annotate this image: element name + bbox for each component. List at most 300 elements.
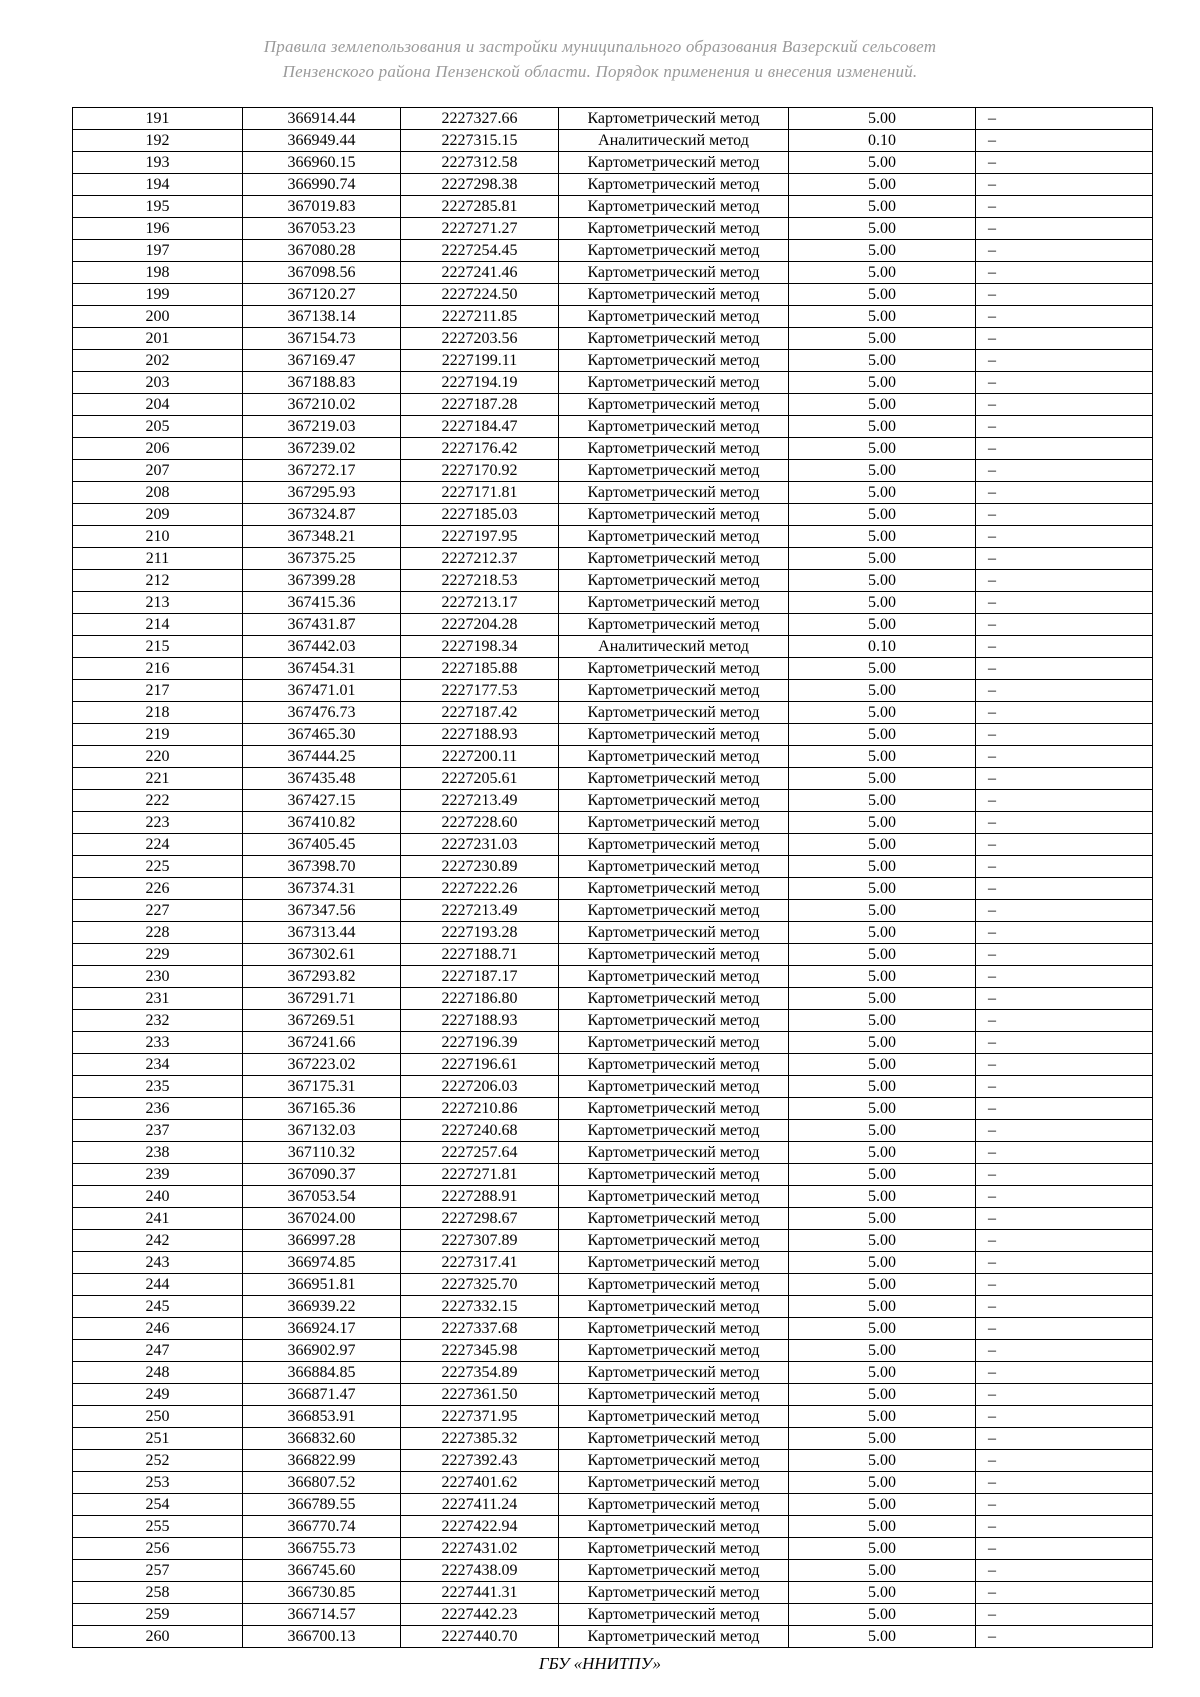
point-number-cell: 216 xyxy=(73,658,243,680)
description-cell: – xyxy=(976,922,1153,944)
page-header xyxy=(100,34,1100,84)
description-cell: – xyxy=(976,1142,1153,1164)
table-row xyxy=(73,878,1153,900)
x-coordinate-cell: 367165.36 xyxy=(243,1098,401,1120)
y-coordinate-cell: 2227187.42 xyxy=(401,702,559,724)
method-cell: Картометрический метод xyxy=(559,1406,789,1428)
table-row xyxy=(73,1626,1153,1648)
method-cell: Картометрический метод xyxy=(559,966,789,988)
y-coordinate-cell: 2227298.38 xyxy=(401,174,559,196)
point-number-cell: 250 xyxy=(73,1406,243,1428)
point-number-cell: 220 xyxy=(73,746,243,768)
table-row xyxy=(73,1230,1153,1252)
y-coordinate-cell: 2227199.11 xyxy=(401,350,559,372)
table-row xyxy=(73,1054,1153,1076)
x-coordinate-cell: 366990.74 xyxy=(243,174,401,196)
table-row xyxy=(73,1296,1153,1318)
y-coordinate-cell: 2227218.53 xyxy=(401,570,559,592)
coordinates-table xyxy=(72,107,1153,1648)
accuracy-cell: 5.00 xyxy=(789,218,976,240)
y-coordinate-cell: 2227271.27 xyxy=(401,218,559,240)
table-row xyxy=(73,724,1153,746)
description-cell: – xyxy=(976,438,1153,460)
x-coordinate-cell: 366789.55 xyxy=(243,1494,401,1516)
y-coordinate-cell: 2227298.67 xyxy=(401,1208,559,1230)
description-cell: – xyxy=(976,988,1153,1010)
accuracy-cell: 5.00 xyxy=(789,922,976,944)
point-number-cell: 231 xyxy=(73,988,243,1010)
point-number-cell: 203 xyxy=(73,372,243,394)
x-coordinate-cell: 367090.37 xyxy=(243,1164,401,1186)
y-coordinate-cell: 2227185.03 xyxy=(401,504,559,526)
point-number-cell: 221 xyxy=(73,768,243,790)
description-cell: – xyxy=(976,1516,1153,1538)
point-number-cell: 246 xyxy=(73,1318,243,1340)
point-number-cell: 230 xyxy=(73,966,243,988)
description-cell: – xyxy=(976,1604,1153,1626)
y-coordinate-cell: 2227285.81 xyxy=(401,196,559,218)
y-coordinate-cell: 2227431.02 xyxy=(401,1538,559,1560)
x-coordinate-cell: 366939.22 xyxy=(243,1296,401,1318)
method-cell: Картометрический метод xyxy=(559,1582,789,1604)
coordinates-table-body xyxy=(73,108,1153,1648)
x-coordinate-cell: 367471.01 xyxy=(243,680,401,702)
point-number-cell: 252 xyxy=(73,1450,243,1472)
table-row xyxy=(73,592,1153,614)
description-cell: – xyxy=(976,240,1153,262)
x-coordinate-cell: 367465.30 xyxy=(243,724,401,746)
accuracy-cell: 5.00 xyxy=(789,1318,976,1340)
accuracy-cell: 5.00 xyxy=(789,1208,976,1230)
accuracy-cell: 5.00 xyxy=(789,372,976,394)
y-coordinate-cell: 2227254.45 xyxy=(401,240,559,262)
method-cell: Картометрический метод xyxy=(559,1164,789,1186)
x-coordinate-cell: 367210.02 xyxy=(243,394,401,416)
method-cell: Картометрический метод xyxy=(559,724,789,746)
point-number-cell: 218 xyxy=(73,702,243,724)
accuracy-cell: 5.00 xyxy=(789,174,976,196)
method-cell: Картометрический метод xyxy=(559,1604,789,1626)
accuracy-cell: 5.00 xyxy=(789,768,976,790)
description-cell: – xyxy=(976,108,1153,130)
description-cell: – xyxy=(976,636,1153,658)
accuracy-cell: 5.00 xyxy=(789,1428,976,1450)
point-number-cell: 198 xyxy=(73,262,243,284)
x-coordinate-cell: 366949.44 xyxy=(243,130,401,152)
accuracy-cell: 5.00 xyxy=(789,1362,976,1384)
table-row xyxy=(73,262,1153,284)
accuracy-cell: 5.00 xyxy=(789,328,976,350)
method-cell: Картометрический метод xyxy=(559,1450,789,1472)
description-cell: – xyxy=(976,1318,1153,1340)
y-coordinate-cell: 2227210.86 xyxy=(401,1098,559,1120)
y-coordinate-cell: 2227241.46 xyxy=(401,262,559,284)
table-row xyxy=(73,812,1153,834)
y-coordinate-cell: 2227188.71 xyxy=(401,944,559,966)
method-cell: Картометрический метод xyxy=(559,658,789,680)
method-cell: Картометрический метод xyxy=(559,878,789,900)
x-coordinate-cell: 366902.97 xyxy=(243,1340,401,1362)
point-number-cell: 247 xyxy=(73,1340,243,1362)
method-cell: Картометрический метод xyxy=(559,680,789,702)
y-coordinate-cell: 2227231.03 xyxy=(401,834,559,856)
accuracy-cell: 5.00 xyxy=(789,878,976,900)
table-row xyxy=(73,372,1153,394)
accuracy-cell: 5.00 xyxy=(789,944,976,966)
x-coordinate-cell: 367398.70 xyxy=(243,856,401,878)
x-coordinate-cell: 367080.28 xyxy=(243,240,401,262)
accuracy-cell: 5.00 xyxy=(789,1076,976,1098)
y-coordinate-cell: 2227187.28 xyxy=(401,394,559,416)
x-coordinate-cell: 367138.14 xyxy=(243,306,401,328)
table-row xyxy=(73,1384,1153,1406)
accuracy-cell: 5.00 xyxy=(789,152,976,174)
table-row xyxy=(73,636,1153,658)
y-coordinate-cell: 2227171.81 xyxy=(401,482,559,504)
method-cell: Картометрический метод xyxy=(559,570,789,592)
table-row xyxy=(73,570,1153,592)
description-cell: – xyxy=(976,1186,1153,1208)
table-row xyxy=(73,1516,1153,1538)
y-coordinate-cell: 2227440.70 xyxy=(401,1626,559,1648)
method-cell: Картометрический метод xyxy=(559,1032,789,1054)
table-row xyxy=(73,1582,1153,1604)
accuracy-cell: 0.10 xyxy=(789,636,976,658)
accuracy-cell: 5.00 xyxy=(789,702,976,724)
point-number-cell: 245 xyxy=(73,1296,243,1318)
description-cell: – xyxy=(976,1406,1153,1428)
description-cell: – xyxy=(976,1032,1153,1054)
y-coordinate-cell: 2227205.61 xyxy=(401,768,559,790)
description-cell: – xyxy=(976,812,1153,834)
table-row xyxy=(73,1252,1153,1274)
accuracy-cell: 5.00 xyxy=(789,834,976,856)
point-number-cell: 222 xyxy=(73,790,243,812)
accuracy-cell: 5.00 xyxy=(789,416,976,438)
table-row xyxy=(73,1164,1153,1186)
accuracy-cell: 5.00 xyxy=(789,240,976,262)
description-cell: – xyxy=(976,702,1153,724)
method-cell: Картометрический метод xyxy=(559,218,789,240)
accuracy-cell: 5.00 xyxy=(789,1582,976,1604)
y-coordinate-cell: 2227193.28 xyxy=(401,922,559,944)
description-cell: – xyxy=(976,174,1153,196)
point-number-cell: 226 xyxy=(73,878,243,900)
method-cell: Картометрический метод xyxy=(559,1274,789,1296)
table-row xyxy=(73,218,1153,240)
page-footer: ГБУ «ННИТПУ» xyxy=(538,1654,662,1673)
x-coordinate-cell: 367444.25 xyxy=(243,746,401,768)
point-number-cell: 206 xyxy=(73,438,243,460)
x-coordinate-cell: 367295.93 xyxy=(243,482,401,504)
method-cell: Картометрический метод xyxy=(559,1054,789,1076)
point-number-cell: 194 xyxy=(73,174,243,196)
method-cell: Картометрический метод xyxy=(559,1516,789,1538)
description-cell: – xyxy=(976,1582,1153,1604)
y-coordinate-cell: 2227187.17 xyxy=(401,966,559,988)
point-number-cell: 243 xyxy=(73,1252,243,1274)
point-number-cell: 210 xyxy=(73,526,243,548)
description-cell: – xyxy=(976,328,1153,350)
point-number-cell: 248 xyxy=(73,1362,243,1384)
method-cell: Картометрический метод xyxy=(559,702,789,724)
table-row xyxy=(73,328,1153,350)
accuracy-cell: 5.00 xyxy=(789,284,976,306)
y-coordinate-cell: 2227257.64 xyxy=(401,1142,559,1164)
table-row xyxy=(73,746,1153,768)
table-row xyxy=(73,1010,1153,1032)
description-cell: – xyxy=(976,504,1153,526)
accuracy-cell: 5.00 xyxy=(789,1604,976,1626)
accuracy-cell: 5.00 xyxy=(789,1164,976,1186)
x-coordinate-cell: 366807.52 xyxy=(243,1472,401,1494)
description-cell: – xyxy=(976,196,1153,218)
accuracy-cell: 5.00 xyxy=(789,1186,976,1208)
y-coordinate-cell: 2227411.24 xyxy=(401,1494,559,1516)
method-cell: Аналитический метод xyxy=(559,130,789,152)
x-coordinate-cell: 367241.66 xyxy=(243,1032,401,1054)
table-row xyxy=(73,1142,1153,1164)
method-cell: Картометрический метод xyxy=(559,1252,789,1274)
y-coordinate-cell: 2227345.98 xyxy=(401,1340,559,1362)
description-cell: – xyxy=(976,900,1153,922)
y-coordinate-cell: 2227337.68 xyxy=(401,1318,559,1340)
point-number-cell: 200 xyxy=(73,306,243,328)
description-cell: – xyxy=(976,614,1153,636)
method-cell: Картометрический метод xyxy=(559,1384,789,1406)
table-row xyxy=(73,988,1153,1010)
y-coordinate-cell: 2227422.94 xyxy=(401,1516,559,1538)
y-coordinate-cell: 2227176.42 xyxy=(401,438,559,460)
point-number-cell: 211 xyxy=(73,548,243,570)
description-cell: – xyxy=(976,1208,1153,1230)
table-row xyxy=(73,1406,1153,1428)
table-row xyxy=(73,108,1153,130)
y-coordinate-cell: 2227442.23 xyxy=(401,1604,559,1626)
table-row xyxy=(73,1428,1153,1450)
y-coordinate-cell: 2227213.49 xyxy=(401,900,559,922)
table-row xyxy=(73,790,1153,812)
header-line-2: Пензенского района Пензенской области. Порядок применения и внесения изменений. xyxy=(282,62,918,81)
y-coordinate-cell: 2227196.61 xyxy=(401,1054,559,1076)
method-cell: Картометрический метод xyxy=(559,1560,789,1582)
table-row xyxy=(73,1340,1153,1362)
y-coordinate-cell: 2227222.26 xyxy=(401,878,559,900)
point-number-cell: 195 xyxy=(73,196,243,218)
table-row xyxy=(73,460,1153,482)
table-row xyxy=(73,306,1153,328)
accuracy-cell: 5.00 xyxy=(789,1516,976,1538)
x-coordinate-cell: 366822.99 xyxy=(243,1450,401,1472)
method-cell: Картометрический метод xyxy=(559,768,789,790)
point-number-cell: 219 xyxy=(73,724,243,746)
accuracy-cell: 5.00 xyxy=(789,1340,976,1362)
point-number-cell: 235 xyxy=(73,1076,243,1098)
y-coordinate-cell: 2227327.66 xyxy=(401,108,559,130)
accuracy-cell: 5.00 xyxy=(789,1538,976,1560)
y-coordinate-cell: 2227288.91 xyxy=(401,1186,559,1208)
x-coordinate-cell: 366997.28 xyxy=(243,1230,401,1252)
accuracy-cell: 5.00 xyxy=(789,196,976,218)
description-cell: – xyxy=(976,218,1153,240)
table-row xyxy=(73,416,1153,438)
table-row xyxy=(73,548,1153,570)
accuracy-cell: 5.00 xyxy=(789,1274,976,1296)
x-coordinate-cell: 366853.91 xyxy=(243,1406,401,1428)
x-coordinate-cell: 367019.83 xyxy=(243,196,401,218)
x-coordinate-cell: 366884.85 xyxy=(243,1362,401,1384)
x-coordinate-cell: 366700.13 xyxy=(243,1626,401,1648)
y-coordinate-cell: 2227354.89 xyxy=(401,1362,559,1384)
x-coordinate-cell: 367053.23 xyxy=(243,218,401,240)
accuracy-cell: 5.00 xyxy=(789,570,976,592)
method-cell: Картометрический метод xyxy=(559,526,789,548)
table-row xyxy=(73,350,1153,372)
accuracy-cell: 5.00 xyxy=(789,1472,976,1494)
description-cell: – xyxy=(976,1494,1153,1516)
accuracy-cell: 5.00 xyxy=(789,790,976,812)
point-number-cell: 225 xyxy=(73,856,243,878)
x-coordinate-cell: 367223.02 xyxy=(243,1054,401,1076)
point-number-cell: 197 xyxy=(73,240,243,262)
x-coordinate-cell: 366730.85 xyxy=(243,1582,401,1604)
accuracy-cell: 5.00 xyxy=(789,1054,976,1076)
method-cell: Картометрический метод xyxy=(559,1538,789,1560)
y-coordinate-cell: 2227438.09 xyxy=(401,1560,559,1582)
x-coordinate-cell: 367272.17 xyxy=(243,460,401,482)
table-row xyxy=(73,1604,1153,1626)
description-cell: – xyxy=(976,460,1153,482)
description-cell: – xyxy=(976,262,1153,284)
y-coordinate-cell: 2227325.70 xyxy=(401,1274,559,1296)
accuracy-cell: 5.00 xyxy=(789,966,976,988)
description-cell: – xyxy=(976,1010,1153,1032)
x-coordinate-cell: 366924.17 xyxy=(243,1318,401,1340)
point-number-cell: 254 xyxy=(73,1494,243,1516)
y-coordinate-cell: 2227188.93 xyxy=(401,1010,559,1032)
table-row xyxy=(73,1208,1153,1230)
table-row xyxy=(73,856,1153,878)
accuracy-cell: 5.00 xyxy=(789,1142,976,1164)
method-cell: Картометрический метод xyxy=(559,1120,789,1142)
point-number-cell: 249 xyxy=(73,1384,243,1406)
method-cell: Картометрический метод xyxy=(559,460,789,482)
accuracy-cell: 5.00 xyxy=(789,1406,976,1428)
table-row xyxy=(73,966,1153,988)
method-cell: Картометрический метод xyxy=(559,174,789,196)
y-coordinate-cell: 2227317.41 xyxy=(401,1252,559,1274)
point-number-cell: 253 xyxy=(73,1472,243,1494)
x-coordinate-cell: 367132.03 xyxy=(243,1120,401,1142)
point-number-cell: 209 xyxy=(73,504,243,526)
table-row xyxy=(73,702,1153,724)
y-coordinate-cell: 2227212.37 xyxy=(401,548,559,570)
point-number-cell: 196 xyxy=(73,218,243,240)
method-cell: Аналитический метод xyxy=(559,636,789,658)
table-row xyxy=(73,152,1153,174)
accuracy-cell: 5.00 xyxy=(789,900,976,922)
y-coordinate-cell: 2227332.15 xyxy=(401,1296,559,1318)
accuracy-cell: 5.00 xyxy=(789,658,976,680)
accuracy-cell: 5.00 xyxy=(789,1626,976,1648)
description-cell: – xyxy=(976,790,1153,812)
accuracy-cell: 5.00 xyxy=(789,1252,976,1274)
point-number-cell: 202 xyxy=(73,350,243,372)
method-cell: Картометрический метод xyxy=(559,108,789,130)
y-coordinate-cell: 2227315.15 xyxy=(401,130,559,152)
method-cell: Картометрический метод xyxy=(559,196,789,218)
description-cell: – xyxy=(976,570,1153,592)
method-cell: Картометрический метод xyxy=(559,284,789,306)
description-cell: – xyxy=(976,1626,1153,1648)
method-cell: Картометрический метод xyxy=(559,746,789,768)
y-coordinate-cell: 2227392.43 xyxy=(401,1450,559,1472)
x-coordinate-cell: 366974.85 xyxy=(243,1252,401,1274)
point-number-cell: 244 xyxy=(73,1274,243,1296)
method-cell: Картометрический метод xyxy=(559,394,789,416)
description-cell: – xyxy=(976,724,1153,746)
accuracy-cell: 5.00 xyxy=(789,1010,976,1032)
y-coordinate-cell: 2227186.80 xyxy=(401,988,559,1010)
description-cell: – xyxy=(976,1428,1153,1450)
method-cell: Картометрический метод xyxy=(559,988,789,1010)
table-row xyxy=(73,900,1153,922)
y-coordinate-cell: 2227206.03 xyxy=(401,1076,559,1098)
method-cell: Картометрический метод xyxy=(559,482,789,504)
description-cell: – xyxy=(976,1076,1153,1098)
method-cell: Картометрический метод xyxy=(559,372,789,394)
table-row xyxy=(73,1120,1153,1142)
description-cell: – xyxy=(976,306,1153,328)
x-coordinate-cell: 367175.31 xyxy=(243,1076,401,1098)
point-number-cell: 256 xyxy=(73,1538,243,1560)
accuracy-cell: 5.00 xyxy=(789,856,976,878)
x-coordinate-cell: 367476.73 xyxy=(243,702,401,724)
table-row xyxy=(73,526,1153,548)
header-line-1: Правила землепользования и застройки муниципального образования Вазерский сельсовет xyxy=(263,37,937,56)
x-coordinate-cell: 367454.31 xyxy=(243,658,401,680)
table-row xyxy=(73,438,1153,460)
description-cell: – xyxy=(976,1120,1153,1142)
point-number-cell: 251 xyxy=(73,1428,243,1450)
method-cell: Картометрический метод xyxy=(559,262,789,284)
point-number-cell: 241 xyxy=(73,1208,243,1230)
x-coordinate-cell: 367120.27 xyxy=(243,284,401,306)
accuracy-cell: 5.00 xyxy=(789,680,976,702)
accuracy-cell: 5.00 xyxy=(789,1098,976,1120)
method-cell: Картометрический метод xyxy=(559,856,789,878)
y-coordinate-cell: 2227213.17 xyxy=(401,592,559,614)
method-cell: Картометрический метод xyxy=(559,1340,789,1362)
point-number-cell: 227 xyxy=(73,900,243,922)
method-cell: Картометрический метод xyxy=(559,328,789,350)
table-row xyxy=(73,394,1153,416)
accuracy-cell: 5.00 xyxy=(789,988,976,1010)
accuracy-cell: 5.00 xyxy=(789,482,976,504)
method-cell: Картометрический метод xyxy=(559,834,789,856)
table-row xyxy=(73,834,1153,856)
x-coordinate-cell: 366960.15 xyxy=(243,152,401,174)
point-number-cell: 217 xyxy=(73,680,243,702)
accuracy-cell: 5.00 xyxy=(789,526,976,548)
x-coordinate-cell: 366914.44 xyxy=(243,108,401,130)
method-cell: Картометрический метод xyxy=(559,1362,789,1384)
description-cell: – xyxy=(976,944,1153,966)
table-row xyxy=(73,174,1153,196)
x-coordinate-cell: 367410.82 xyxy=(243,812,401,834)
y-coordinate-cell: 2227185.88 xyxy=(401,658,559,680)
method-cell: Картометрический метод xyxy=(559,1230,789,1252)
